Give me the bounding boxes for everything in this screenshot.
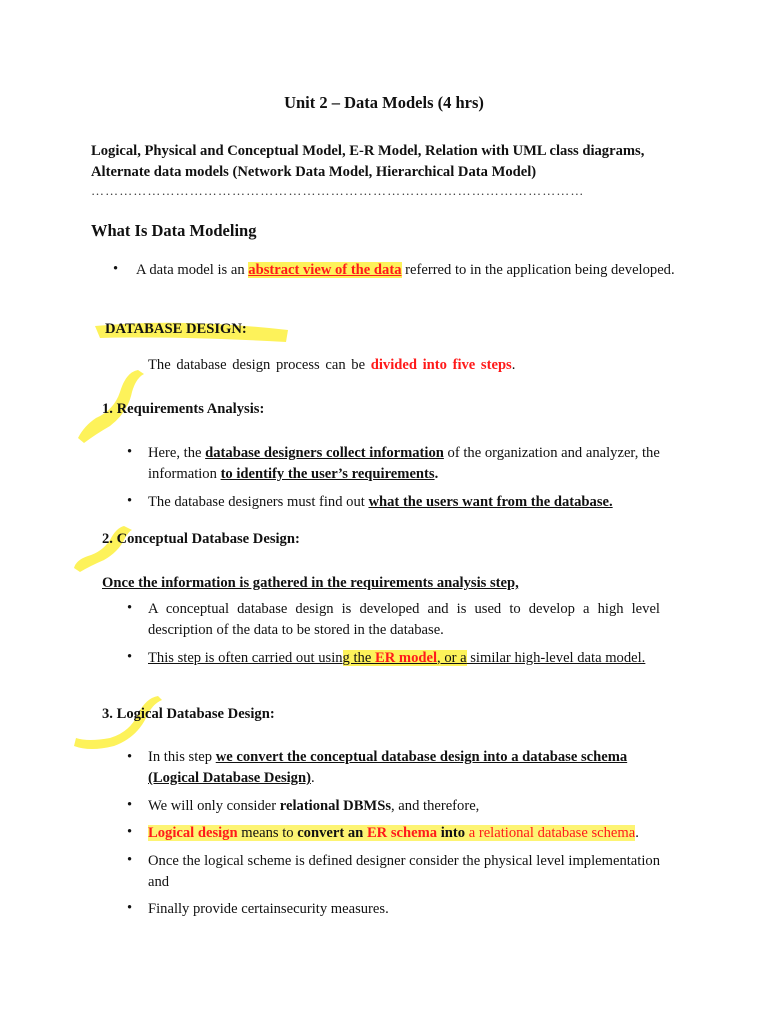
list-item-text: . (310, 770, 315, 786)
list-item-text: of the organization and analyzer, the information (148, 445, 660, 482)
emphasis-text: into (440, 825, 466, 841)
highlighted-term: Logical design (148, 825, 238, 841)
bullet-icon: • (127, 600, 133, 616)
intro-text: The database design process can be (148, 357, 366, 373)
emphasis-text: relational DBMSs (279, 798, 391, 814)
emphasis-text: we convert the conceptual database design into a database schema (Logical Database Design) (148, 749, 628, 786)
intro-punctuation: . (511, 357, 516, 373)
database-design-heading: DATABASE DESIGN: (105, 321, 247, 337)
emphasis-text: to identify the user’s requirements (220, 466, 435, 482)
step3-heading: 3. Logical Database Design: (102, 706, 275, 722)
bullet-icon: • (127, 749, 133, 765)
step2-heading: 2. Conceptual Database Design: (102, 531, 300, 547)
highlighted-text: , or a (437, 650, 467, 666)
bullet-icon: • (127, 852, 133, 868)
list-item-text: , and therefore, (391, 798, 480, 814)
bullet-icon: • (127, 824, 133, 840)
dotted-separator: …………………………………………………………………………………………… (91, 183, 585, 198)
section-heading-data-modeling: What Is Data Modeling (91, 221, 257, 240)
bullet-icon: • (127, 649, 133, 665)
highlighted-text: means to (237, 825, 298, 841)
list-item: A conceptual database design is developed and is used to develop a high level description of the data to be stored in the database. (148, 601, 660, 638)
list-item: Finally provide certainsecurity measures. (148, 901, 389, 917)
bullet-icon: • (127, 493, 133, 509)
intro-emphasis: divided into five steps (370, 357, 512, 373)
list-item-text: This step is often carried out usin (148, 650, 343, 666)
list-item-text: . (635, 825, 639, 841)
list-item (148, 443, 666, 485)
list-item: Once the logical scheme is defined designer consider the physical level implementation and (148, 853, 660, 890)
bullet-icon: • (127, 444, 133, 460)
list-item-text: Here, the (148, 445, 202, 461)
bullet-icon: • (127, 900, 133, 916)
list-item-text: referred to in the application being developed. (405, 262, 675, 278)
list-item (148, 648, 678, 669)
list-item-text: The database designers must find out (148, 494, 365, 510)
list-item (148, 823, 668, 844)
bullet-icon: • (113, 261, 119, 277)
list-item (148, 796, 668, 817)
list-item (136, 260, 677, 281)
bullet-icon: • (127, 797, 133, 813)
page-title: Unit 2 – Data Models (4 hrs) (284, 93, 484, 112)
list-item (148, 492, 678, 513)
emphasis-text: convert an (297, 825, 364, 841)
step1-heading: 1. Requirements Analysis: (102, 401, 265, 417)
list-item-text: A data model is an (136, 262, 245, 278)
highlighted-term: ER schema (366, 825, 438, 841)
highlighted-term: a relational database schema (468, 825, 636, 841)
emphasis-text: what the users want from the database. (368, 494, 613, 510)
er-model-term: ER model (374, 650, 438, 666)
list-item-text: . (434, 466, 439, 482)
list-item-text: We will only consider (148, 798, 277, 814)
database-design-intro (148, 355, 688, 376)
highlighted-text: g the (342, 650, 375, 666)
list-item-text: In this step (148, 749, 213, 765)
step2-lead: Once the information is gathered in the requirements analysis step, (102, 575, 519, 591)
emphasis-text: database designers collect information (205, 445, 444, 461)
list-item (148, 747, 664, 789)
topics-subtitle: Logical, Physical and Conceptual Model, E-R Model, Relation with UML class diagrams, Alternate data models (Network Data Model, Hierarchical Data Model) (91, 143, 645, 180)
highlighted-term: abstract view of the data (248, 262, 402, 278)
list-item-text: similar high-level data model. (466, 650, 646, 666)
